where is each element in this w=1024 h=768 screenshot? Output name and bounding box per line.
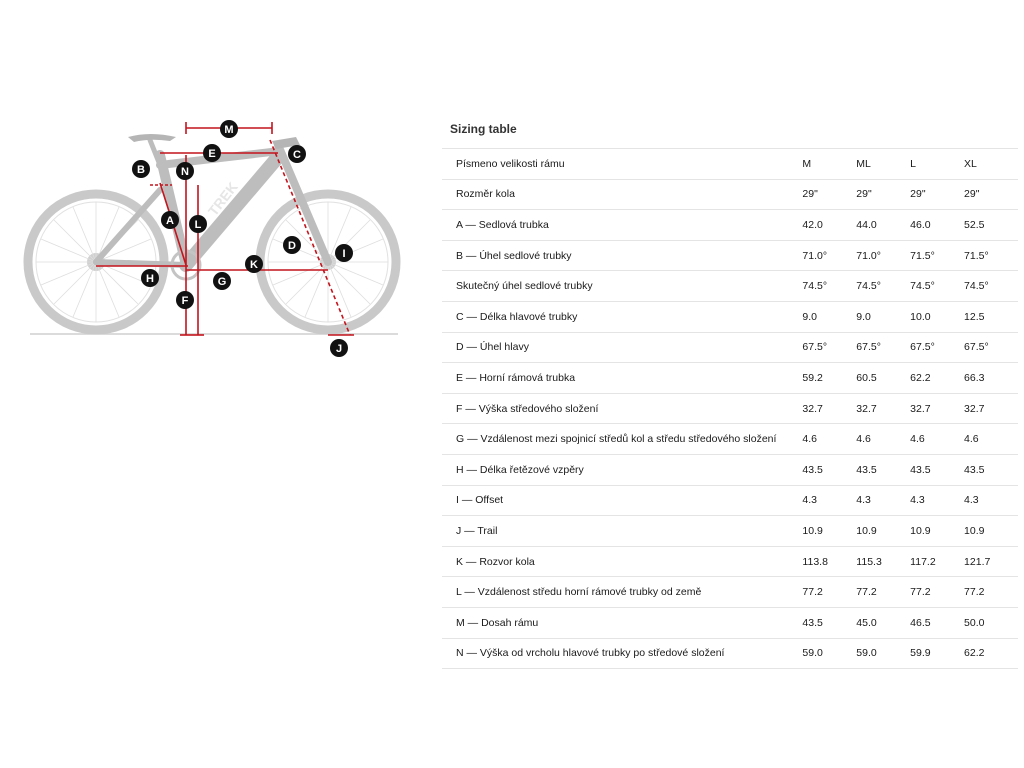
cell-l: 10.9 <box>910 524 931 537</box>
marker-m <box>220 120 238 138</box>
cell-m: 59.2 <box>802 371 823 384</box>
brand-logo: TREK <box>204 178 241 219</box>
cell-l: 74.5° <box>910 280 935 293</box>
marker-i <box>335 244 353 262</box>
svg-text:I: I <box>342 248 346 260</box>
table-row <box>442 638 1018 669</box>
cell-m: 67.5° <box>802 341 828 354</box>
table-row <box>442 271 1018 302</box>
table-row <box>442 363 1018 394</box>
bike-geometry-diagram <box>10 105 430 375</box>
table-row <box>442 301 1018 332</box>
marker-b <box>132 160 150 178</box>
row-label: H — Délka řetězové vzpěry <box>456 463 584 476</box>
cell-ml: 32.7 <box>856 402 877 415</box>
cell-xl: 121.7 <box>964 555 991 568</box>
cell-ml: 59.0 <box>856 647 877 660</box>
svg-text:H: H <box>146 273 154 285</box>
cell-ml: 45.0 <box>856 616 877 629</box>
cell-ml: 44.0 <box>856 218 877 231</box>
cell-xl: 29" <box>964 188 980 201</box>
marker-f <box>176 291 194 309</box>
row-label: F — Výška středového složení <box>456 402 599 415</box>
header-size-ml: ML <box>856 157 871 170</box>
cell-xl: 62.2 <box>964 647 985 660</box>
cell-ml: 43.5 <box>856 463 877 476</box>
row-label: C — Délka hlavové trubky <box>456 310 578 323</box>
sizing-table-title: Sizing table <box>450 122 517 136</box>
cell-l: 117.2 <box>910 555 936 568</box>
row-label: D — Úhel hlavy <box>456 341 529 354</box>
svg-text:K: K <box>250 259 258 271</box>
header-size-xl: XL <box>964 157 977 170</box>
row-label: K — Rozvor kola <box>456 555 535 568</box>
cell-xl: 67.5° <box>964 341 989 354</box>
cell-l: 46.5 <box>910 616 931 629</box>
svg-text:J: J <box>335 343 343 355</box>
table-row <box>442 454 1018 485</box>
header-size-m: M <box>802 157 812 170</box>
cell-m: 59.0 <box>802 647 823 660</box>
marker-l <box>189 215 207 233</box>
cell-l: 43.5 <box>910 463 931 476</box>
cell-xl: 66.3 <box>964 371 985 384</box>
cell-m: 71.0° <box>802 249 828 262</box>
cell-m: 74.5° <box>802 280 828 293</box>
cell-xl: 4.3 <box>964 494 979 507</box>
cell-xl: 10.9 <box>964 524 985 537</box>
table-row <box>442 393 1018 424</box>
row-label: M — Dosah rámu <box>456 616 539 629</box>
cell-m: 113.8 <box>802 555 828 568</box>
cell-l: 29" <box>910 188 926 201</box>
table-row <box>442 332 1018 363</box>
cell-xl: 12.5 <box>964 310 985 323</box>
cell-l: 4.3 <box>910 494 925 507</box>
table-header-row <box>442 149 1018 180</box>
marker-a <box>161 211 179 229</box>
cell-l: 59.9 <box>910 647 931 660</box>
cell-m: 4.3 <box>802 494 818 507</box>
cell-m: 77.2 <box>802 586 823 599</box>
table-row <box>442 577 1018 608</box>
marker-d <box>283 236 301 254</box>
bike-illustration <box>10 105 430 375</box>
cell-ml: 115.3 <box>856 555 882 568</box>
svg-text:C: C <box>293 149 301 161</box>
cell-m: 10.9 <box>802 524 823 537</box>
cell-ml: 10.9 <box>856 524 877 537</box>
svg-text:M: M <box>224 124 234 136</box>
cell-ml: 60.5 <box>856 371 877 384</box>
cell-ml: 9.0 <box>856 310 871 323</box>
cell-ml: 4.6 <box>856 433 871 446</box>
cell-ml: 71.0° <box>856 249 881 262</box>
marker-k <box>245 255 263 273</box>
table-row <box>442 607 1018 638</box>
cell-xl: 50.0 <box>964 616 985 629</box>
marker-h <box>141 269 159 287</box>
cell-m: 4.6 <box>802 433 818 446</box>
marker-n <box>176 162 194 180</box>
header-size-l: L <box>910 157 917 170</box>
cell-m: 32.7 <box>802 402 823 415</box>
marker-j <box>330 339 348 357</box>
svg-text:A: A <box>166 215 174 227</box>
row-label: L — Vzdálenost středu horní rámové trubky od země <box>456 586 702 599</box>
marker-e <box>203 144 221 162</box>
sizing-table <box>442 148 1018 669</box>
cell-m: 29" <box>802 188 818 201</box>
svg-text:G: G <box>217 276 227 288</box>
marker-c <box>288 145 306 163</box>
svg-text:B: B <box>137 164 145 176</box>
table-row <box>442 179 1018 210</box>
table-row <box>442 485 1018 516</box>
row-label: B — Úhel sedlové trubky <box>456 249 572 262</box>
cell-xl: 52.5 <box>964 218 985 231</box>
row-label: E — Horní rámová trubka <box>456 371 576 384</box>
row-label: A — Sedlová trubka <box>456 218 549 231</box>
cell-l: 10.0 <box>910 310 931 323</box>
cell-l: 46.0 <box>910 218 931 231</box>
cell-l: 32.7 <box>910 402 931 415</box>
cell-m: 9.0 <box>802 310 818 323</box>
row-label: G — Vzdálenost mezi spojnicí středů kol a středu středového složení <box>456 433 777 446</box>
row-label: N — Výška od vrcholu hlavové trubky po středové složení <box>456 647 725 660</box>
svg-text:N: N <box>181 166 189 178</box>
row-label: Skutečný úhel sedlové trubky <box>456 280 593 293</box>
cell-m: 43.5 <box>802 616 823 629</box>
cell-xl: 77.2 <box>964 586 985 599</box>
cell-ml: 67.5° <box>856 341 881 354</box>
header-label: Písmeno velikosti rámu <box>456 157 565 170</box>
row-label: Rozměr kola <box>456 188 515 201</box>
svg-text:L: L <box>194 219 202 231</box>
svg-text:D: D <box>288 240 296 252</box>
cell-xl: 43.5 <box>964 463 985 476</box>
svg-text:F: F <box>181 295 189 307</box>
marker-g <box>213 272 231 290</box>
table-row <box>442 210 1018 241</box>
cell-xl: 74.5° <box>964 280 989 293</box>
table-row <box>442 516 1018 547</box>
cell-l: 67.5° <box>910 341 935 354</box>
cell-l: 77.2 <box>910 586 931 599</box>
cell-xl: 71.5° <box>964 249 989 262</box>
sizing-table-section <box>442 118 1020 669</box>
cell-ml: 4.3 <box>856 494 871 507</box>
cell-xl: 32.7 <box>964 402 985 415</box>
cell-l: 71.5° <box>910 249 935 262</box>
cell-l: 62.2 <box>910 371 931 384</box>
cell-m: 43.5 <box>802 463 823 476</box>
table-row <box>442 546 1018 577</box>
table-row <box>442 240 1018 271</box>
row-label: J — Trail <box>456 524 498 537</box>
cell-ml: 29" <box>856 188 872 201</box>
cell-xl: 4.6 <box>964 433 979 446</box>
table-row <box>442 424 1018 455</box>
row-label: I — Offset <box>456 494 504 507</box>
cell-m: 42.0 <box>802 218 823 231</box>
cell-l: 4.6 <box>910 433 925 446</box>
svg-text:E: E <box>208 148 216 160</box>
cell-ml: 77.2 <box>856 586 877 599</box>
cell-ml: 74.5° <box>856 280 881 293</box>
